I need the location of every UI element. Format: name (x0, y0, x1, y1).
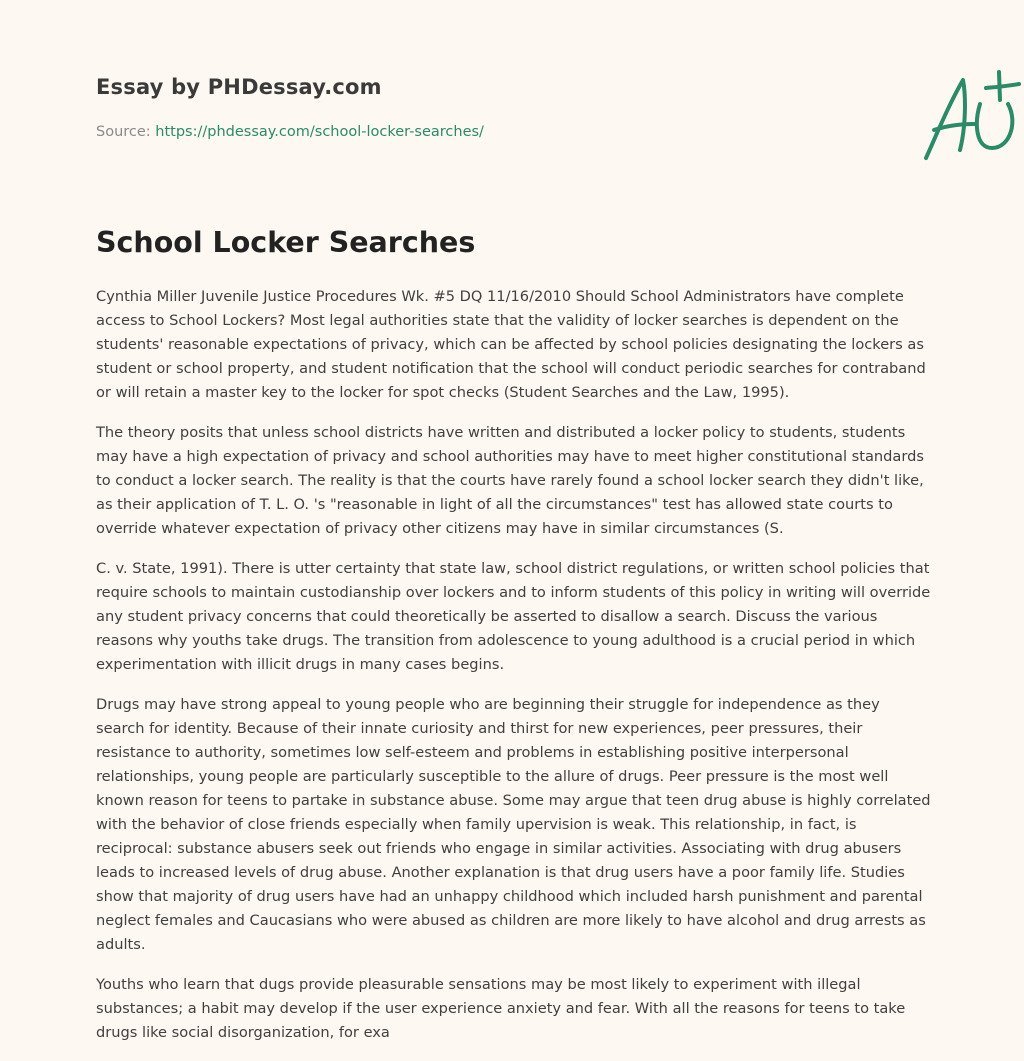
source-line (96, 124, 484, 140)
a-plus-logo-icon (916, 66, 1024, 166)
paragraph-3: C. v. State, 1991). There is utter certainty that state law, school district regulations, or written school policies that require schools to maintain custodianship over lockers and to inform students of this policy in writing will override any student privacy concerns that could theoretically be asserted to disallow a search. Discuss the various reasons why youths take drugs. The transition from adolescence to young adulthood is a crucial period in which experimentation with illicit drugs in many cases begins. (96, 560, 931, 673)
site-title: Essay by PHDessay.com (96, 75, 382, 99)
paragraph-5: Youths who learn that dugs provide pleasurable sensations may be most likely to experiment with illegal substances; a habit may develop if the user experience anxiety and fear. With all the reasons for teens to take drugs like social disorganization, for exa (96, 976, 906, 1041)
source-link[interactable]: https://phdessay.com/school-locker-searches/ (155, 124, 484, 140)
essay-title: School Locker Searches (96, 226, 476, 259)
paragraph-4: Drugs may have strong appeal to young people who are beginning their struggle for independence as they search for identity. Because of their innate curiosity and thirst for new experiences, peer pressures, their resistance to authority, sometimes low self-esteem and problems in establishing positive interpersonal relationships, young people are particularly susceptible to the allure of drugs. Peer pressure is the most well known reason for teens to partake in substance abuse. Some may argue that teen drug abuse is highly correlated with the behavior of close friends especially when family upervision is weak. This relationship, in fact, is reciprocal: substance abusers seek out friends who engage in similar activities. Associating with drug abusers leads to increased levels of drug abuse. Another explanation is that drug users have a poor family life. Studies show that majority of drug users have had an unhappy childhood which included harsh punishment and parental neglect females and Caucasians who were abused as children are more likely to have alcohol and drug arrests as adults. (96, 696, 931, 953)
source-label: Source: (96, 124, 156, 140)
essay-body (96, 285, 932, 1061)
paragraph-2: The theory posits that unless school districts have written and distributed a locker policy to students, students may have a high expectation of privacy and school authorities may have to meet higher constitutional standards to conduct a locker search. The reality is that the courts have rarely found a school locker search they didn't like, as their application of T. L. O. 's "reasonable in light of all the circumstances" test has allowed state courts to override whatever expectation of privacy other citizens may have in similar circumstances (S. (96, 424, 924, 537)
paragraph-1: Cynthia Miller Juvenile Justice Procedures Wk. #5 DQ 11/16/2010 Should School Administrators have complete access to School Lockers? Most legal authorities state that the validity of locker searches is dependent on the students' reasonable expectations of privacy, which can be affected by school policies designating the lockers as student or school property, and student notification that the school will conduct periodic searches for contraband or will retain a master key to the locker for spot checks (Student Searches and the Law, 1995). (96, 288, 926, 401)
